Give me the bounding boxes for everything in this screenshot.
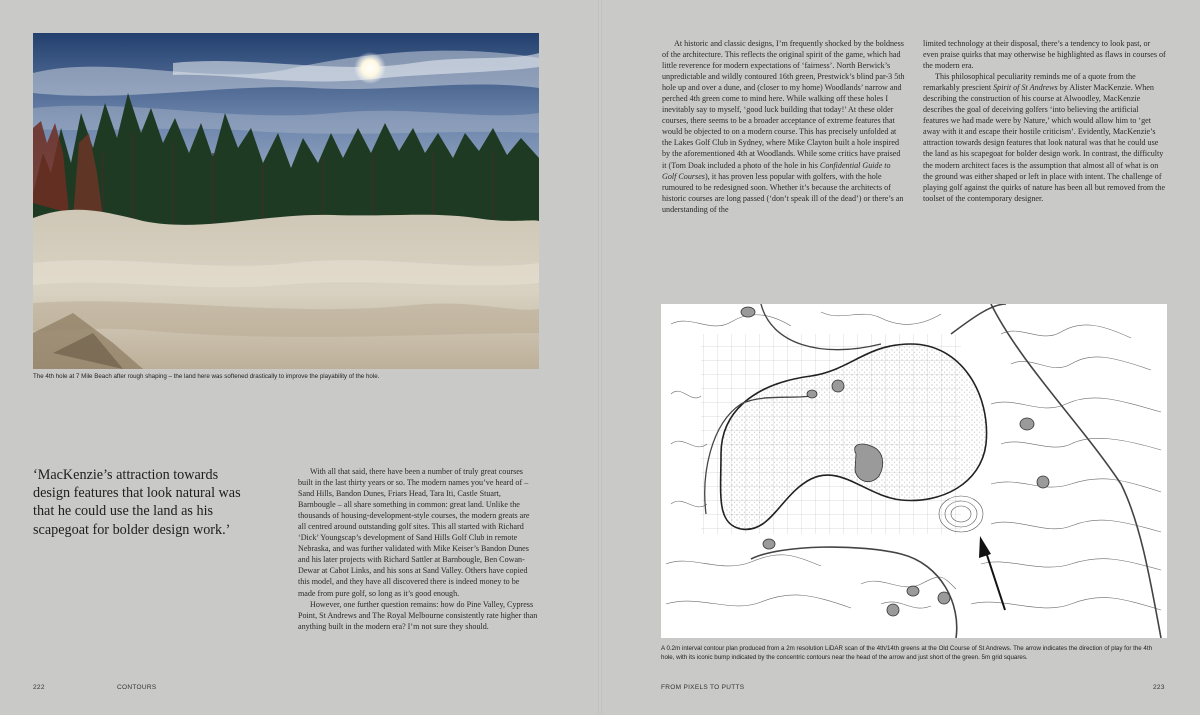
body-paragraph: However, one further question remains: how do Pine Valley, Cypress Point, St Andrews and The Royal Melbourne consistently rate higher than anything built in the modern era? I’m not sure they should.: [298, 599, 538, 631]
text-run: ), it has proven less popular with golfers, with the hole rumoured to be redesigned soon. Whether it’s because the architects of historic courses are long passed (‘don’t speak ill of the dead’) or there’s an understanding of the: [662, 171, 904, 214]
photo-caption: The 4th hole at 7 Mile Beach after rough shaping – the land here was softened drastically to improve the playability of the hole.: [33, 373, 380, 380]
right-page: [600, 0, 1200, 715]
text-run: by Alister MacKenzie. When describing the construction of his course at Alwoodley, MacKenzie describes the goal of deceiving golfers ‘into believing the artificial features we had made were by Nature,’ which would allow him to ‘get away with it and escape their hostile criticism’. Evidently, MacKenzie’s attraction towards design features that look natural was that he could use the land as his scapegoat for bolder design work. In contrast, the difficulty the modern architect faces is the assumption that almost all of what is on the ground was either shaped or left in place with intent. The challenge of playing golf against the quirks of nature has been all but removed from the toolset of the contemporary designer.: [923, 83, 1166, 203]
map-caption: A 0.2m interval contour plan produced from a 2m resolution LiDAR scan of the 4th/14th greens at the Old Course of St Andrews. The arrow indicates the direction of play for the 4th hole, with its iconic bump indicated by the concentric contours near the head of the arrow and just short of the green. 5m grid squares.: [661, 645, 1153, 661]
left-body-column: [298, 466, 538, 632]
page-number-right: 223: [1153, 684, 1165, 691]
text-run: At historic and classic designs, I’m frequently shocked by the boldness of the architecture. This reflects the original spirit of the game, which had little reverence for modern expectations of ‘fairness’. North Berwick’s unpredictable and wildly contoured 16th green, Prestwick’s blind par-3 5th hole up and over a dune, and (closer to my home) Woodlands’ narrow and perched 4th green come to mind here. While walking off these holes I inevitably say to myself, ‘good luck building that today!’ At these older courses, there seems to be a broader acceptance of extreme features that would be objected to on a modern course. This has precisely unfolded at the Lakes Golf Club in Sydney, where Mike Clayton built a hole inspired by the aforementioned 4th at Woodlands. While some critics have praised it (Tom Doak included a photo of the hole in his: [662, 39, 905, 170]
book-title: Confidential Guide to Golf Courses: [662, 160, 891, 181]
book-title: Spirit of St Andrews: [993, 83, 1058, 93]
running-head-right: FROM PIXELS TO PUTTS: [661, 684, 745, 691]
body-paragraph: limited technology at their disposal, there’s a tendency to look past, or even praise quirks that may otherwise be highlighted as flaws in courses of the modern era.: [923, 39, 1166, 71]
body-paragraph: [923, 71, 1166, 204]
text-run: This philosophical peculiarity reminds me of a quote from the remarkably prescient: [923, 72, 1136, 93]
right-body-column-2: [923, 38, 1166, 204]
running-head-left: CONTOURS: [117, 684, 157, 691]
right-body-column-1: [662, 38, 905, 215]
page-number-left: 222: [33, 684, 45, 691]
golf-hole-photo: [33, 33, 539, 369]
pull-quote: ‘MacKenzie’s attraction towards design features that look natural was that he could use the land as his scapegoat for bolder design work.’: [33, 467, 241, 538]
contour-plan-map: [661, 304, 1167, 638]
body-paragraph: [662, 38, 905, 215]
body-paragraph: With all that said, there have been a number of truly great courses built in the last thirty years or so. The modern names you’ve heard of – Sand Hills, Bandon Dunes, Friars Head, Tara Iti, Castle Stuart, Barnbougle – all share something in common: great land. Unlike the thousands of housing-development-style courses, the modern greats are all centred around outstanding golf sites. This all started with Richard ‘Dick’ Youngscap’s development of Sand Hills Golf Club in remote Nebraska, and was further validated with Mike Keiser’s Bandon Dunes and his later projects with Richard Sattler at Barnbougle, Ben Cowan-Dewar at Cabot Links, and his sons at Sand Valley. Others have copied this model, and they have all discovered there is indeed money to be made from pure golf, so long as it’s good enough.: [298, 467, 530, 598]
